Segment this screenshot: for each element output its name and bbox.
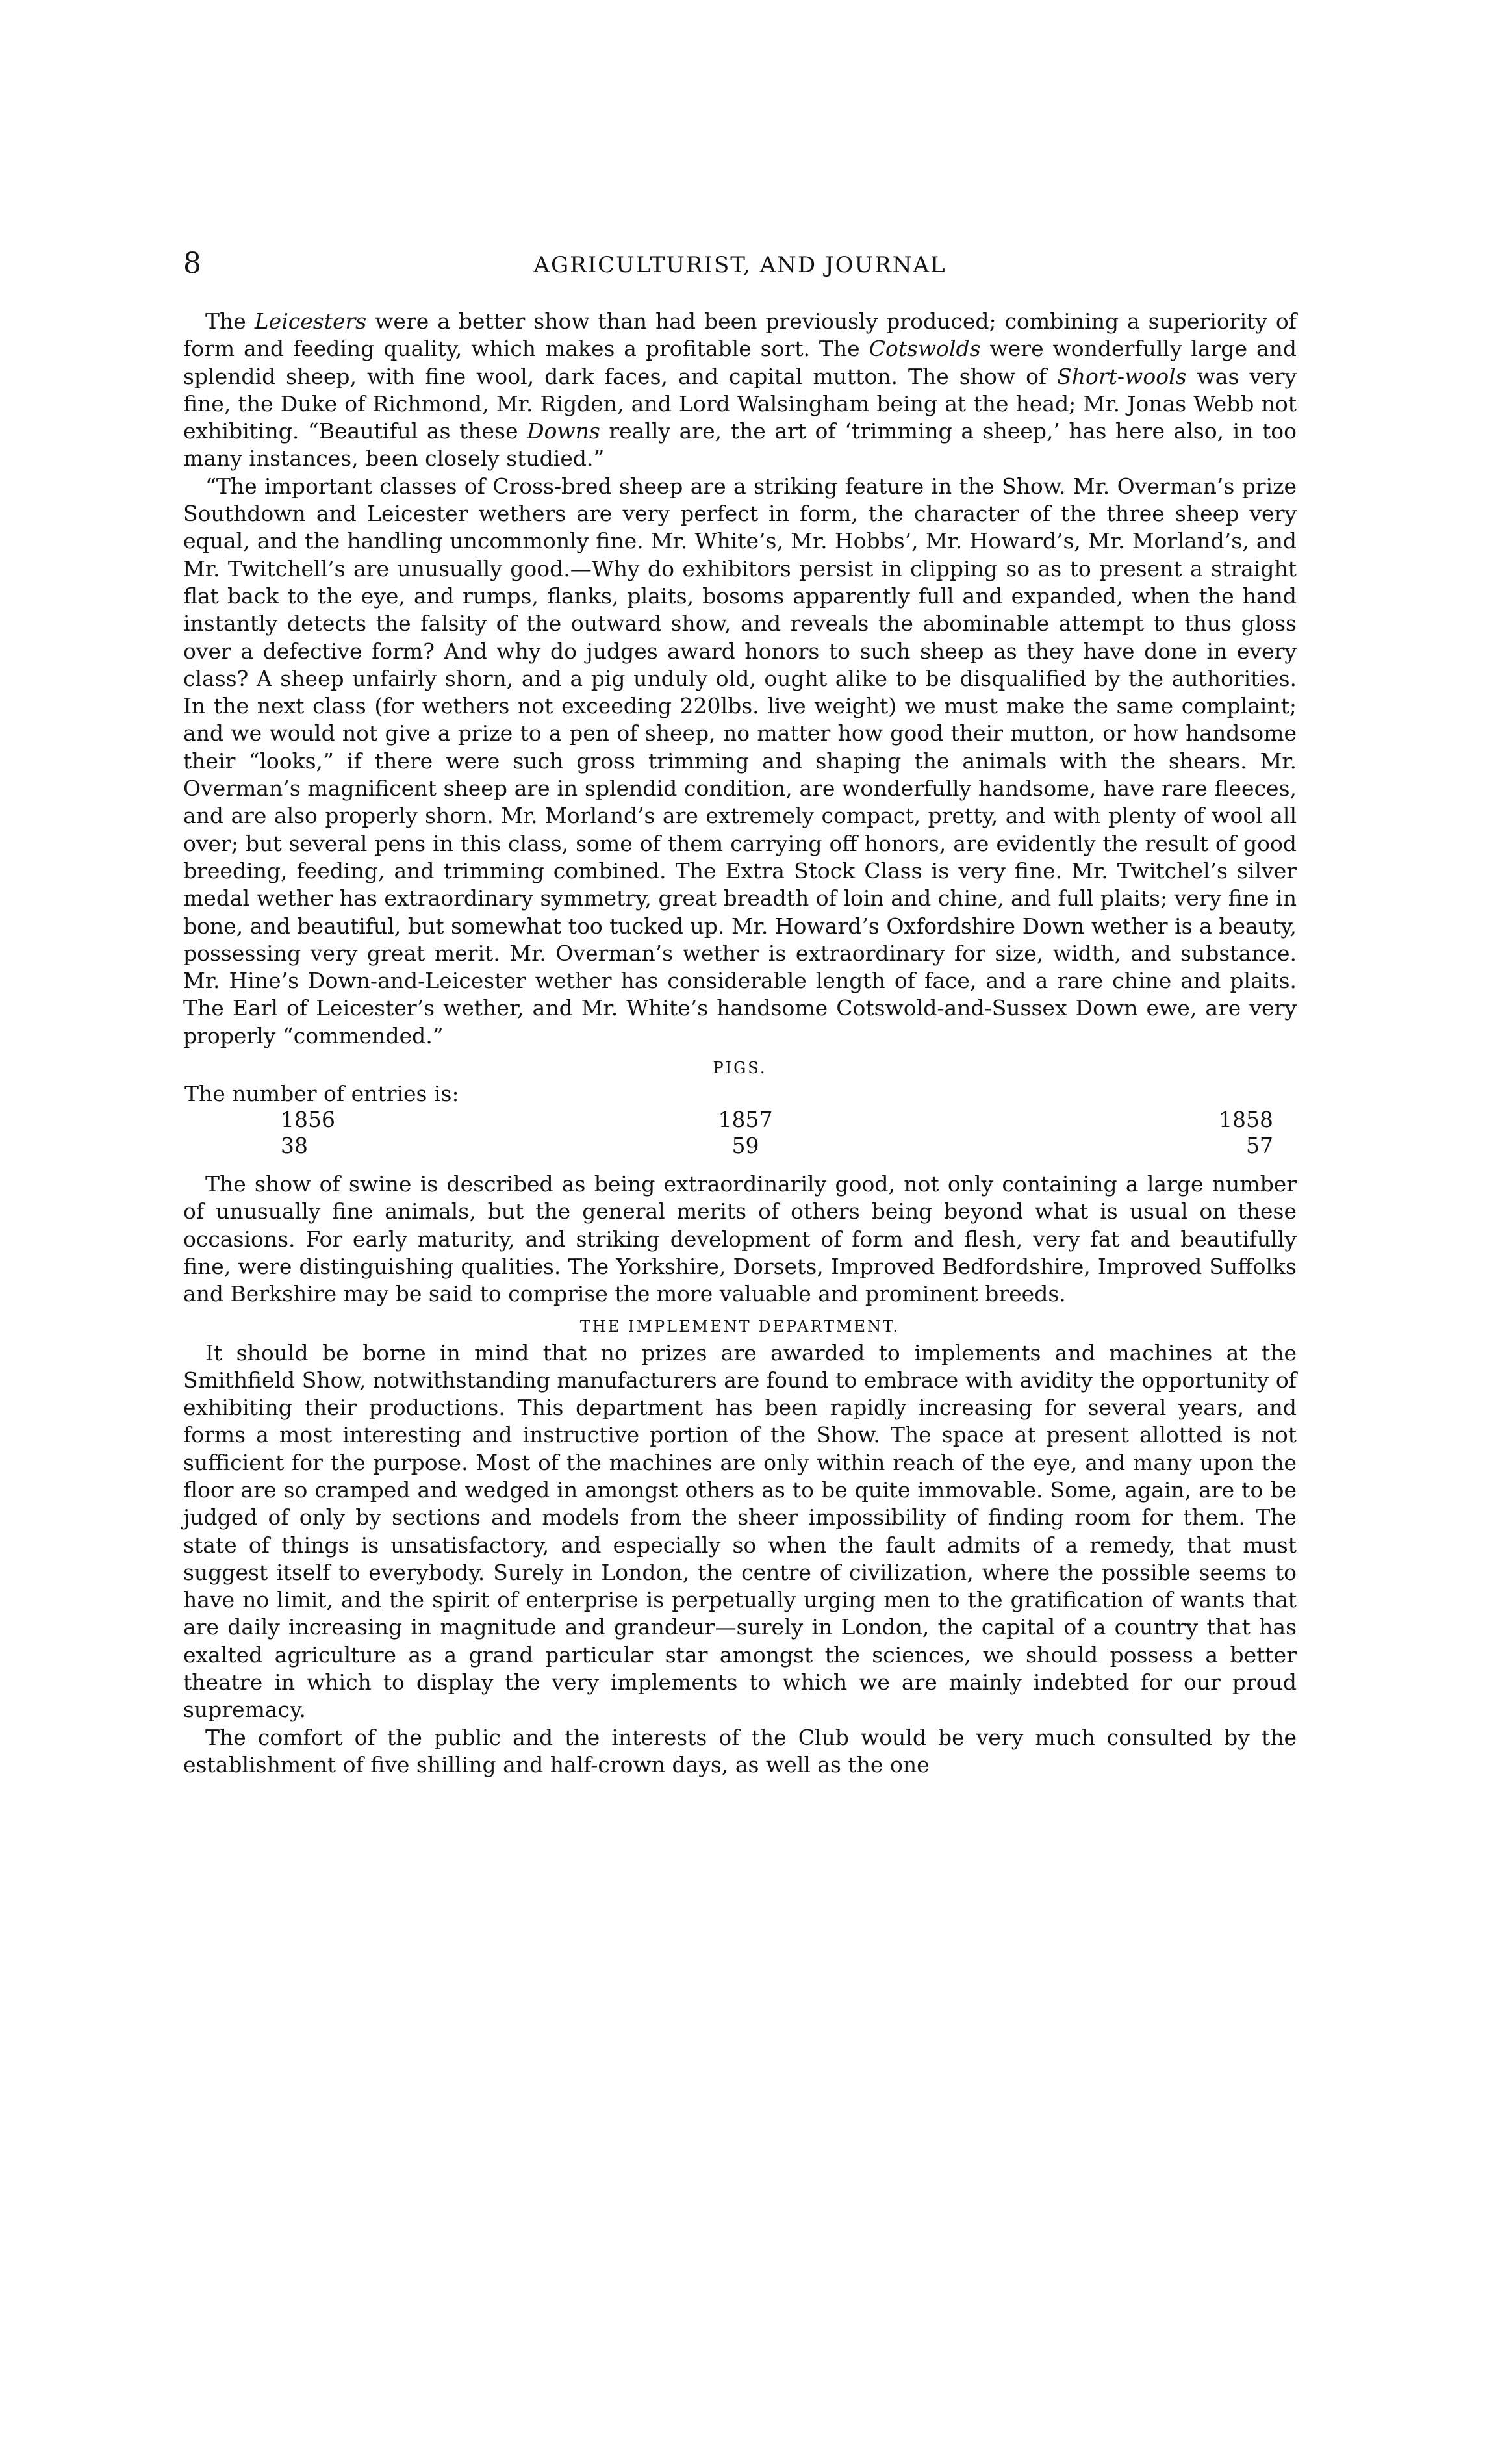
pigs-entries-table [183,1107,1297,1159]
entry-count: 59 [731,1133,759,1159]
text-run: were a better show than had been previously produced; combining a superiority of form and feeding quality, which makes a profitable sort. The [183,309,1297,362]
text-run: really are, the art of ‘trimming a sheep,’ has here also, in too many instances, been closely studied.” [183,418,1297,472]
running-head [183,247,1297,292]
entry-year: 1857 [718,1107,773,1133]
club-comfort-paragraph: The comfort of the public and the interests of the Club would be very much consulted by the establishment of five shilling and half-crown days, as well as the one [183,1724,1297,1777]
sheep-breeds-paragraph [183,308,1297,473]
entry-count: 38 [281,1133,308,1159]
breed-name-short-wools: Short-wools [1057,363,1187,389]
document-page [183,247,1297,1779]
text-run: The [205,309,255,334]
entry-year: 1856 [281,1107,335,1133]
breed-name-cotswolds: Cotswolds [869,336,981,362]
entry-year: 1858 [1219,1107,1273,1133]
implement-department-heading: THE IMPLEMENT DEPARTMENT. [579,1317,900,1336]
text-run: were wonderfully large and splendid sheep, with fine wool, dark faces, and capital mutton. The show of [183,336,1297,389]
journal-title: AGRICULTURIST, AND JOURNAL [533,252,946,278]
entries-counts-row [183,1133,1297,1159]
breed-name-downs: Downs [527,418,600,444]
entries-years-row [183,1107,1297,1133]
entry-count: 57 [1246,1133,1273,1159]
implement-paragraph: It should be borne in mind that no prizes are awarded to implements and machines at the Smithfield Show, notwithstanding manufacturers are found to embrace with avidity the opportunity of exhibiting their productions. This department has been rapidly increasing for several years, and forms a most interesting and instructive portion of the Show. The space at present allotted is not sufficient for the purpose. Most of the machines are only within reach of the eye, and many upon the floor are so cramped and wedged in amongst others as to be quite immovable. Some, again, are to be judged of only by sections and models from the sheer impossibility of finding room for them. The state of things is unsatisfactory, and especially so when the fault admits of a remedy, that must suggest itself to everybody. Surely in London, the centre of civilization, where the possible seems to have no limit, and the spirit of enterprise is perpetually urging men to the gratification of wants that are daily increasing in magnitude and grandeur—surely in London, the capital of a country that has exalted agriculture as a grand particular star amongst the sciences, we should possess a better theatre in which to display the very implements to which we are mainly indebted for our proud supremacy. [183,1340,1297,1723]
breed-name-leicesters: Leicesters [254,309,367,334]
page-number: 8 [183,247,201,280]
pigs-body-paragraph: The show of swine is described as being extraordinarily good, not only containing a large number of unusually fine animals, but the general merits of others being beyond what is usual on these occasions. For early maturity, and striking development of form and flesh, very fat and beautifully fine, were distinguishing qualities. The Yorkshire, Dorsets, Improved Bedfordshire, Improved Suffolks and Berkshire may be said to comprise the more valuable and prominent breeds. [183,1171,1297,1307]
text-run: was very fine, the Duke of Richmond, Mr. Rigden, and Lord Walsingham being at the head; Mr. Jonas Webb not exhibiting. “Beautiful as these [183,363,1297,444]
crossbred-sheep-paragraph: “The important classes of Cross-bred sheep are a striking feature in the Show. Mr. Overman’s prize Southdown and Leicester wethers are very perfect in form, the character of the three sheep very equal, and the handling uncommonly fine. Mr. White’s, Mr. Hobbs’, Mr. Howard’s, Mr. Morland’s, and Mr. Twitchell’s are unusually good.—Why do exhibitors persist in clipping so as to present a straight flat back to the eye, and rumps, flanks, plaits, bosoms apparently full and expanded, when the hand instantly detects the falsity of the outward show, and reveals the abominable attempt to thus gloss over a defective form? And why do judges award honors to such sheep as they have done in every class? A sheep unfairly shorn, and a pig unduly old, ought alike to be disqualified by the authorities. In the next class (for wethers not exceeding 220lbs. live weight) we must make the same complaint; and we would not give a prize to a pen of sheep, no matter how good their mutton, or how handsome their “looks,” if there were such gross trimming and shaping the animals with the shears. Mr. Overman’s magnificent sheep are in splendid condition, are wonderfully handsome, have rare fleeces, and are also properly shorn. Mr. Morland’s are extremely compact, pretty, and with plenty of wool all over; but several pens in this class, some of them carrying off honors, are evidently the result of good breeding, feeding, and trimming combined. The Extra Stock Class is very fine. Mr. Twitchel’s silver medal wether has extraordinary symmetry, great breadth of loin and chine, and full plaits; very fine in bone, and beautiful, but somewhat too tucked up. Mr. Howard’s Oxfordshire Down wether is a beauty, possessing very great merit. Mr. Overman’s wether is extraordinary for size, width, and substance. Mr. Hine’s Down-and-Leicester wether has considerable length of face, and a rare chine and plaits. The Earl of Leicester’s wether, and Mr. White’s handsome Cotswold-and-Sussex Down ewe, are very properly “commended.” [183,473,1297,1048]
pigs-entries-intro: The number of entries is: [184,1081,459,1107]
pigs-heading: PIGS. [713,1059,767,1078]
